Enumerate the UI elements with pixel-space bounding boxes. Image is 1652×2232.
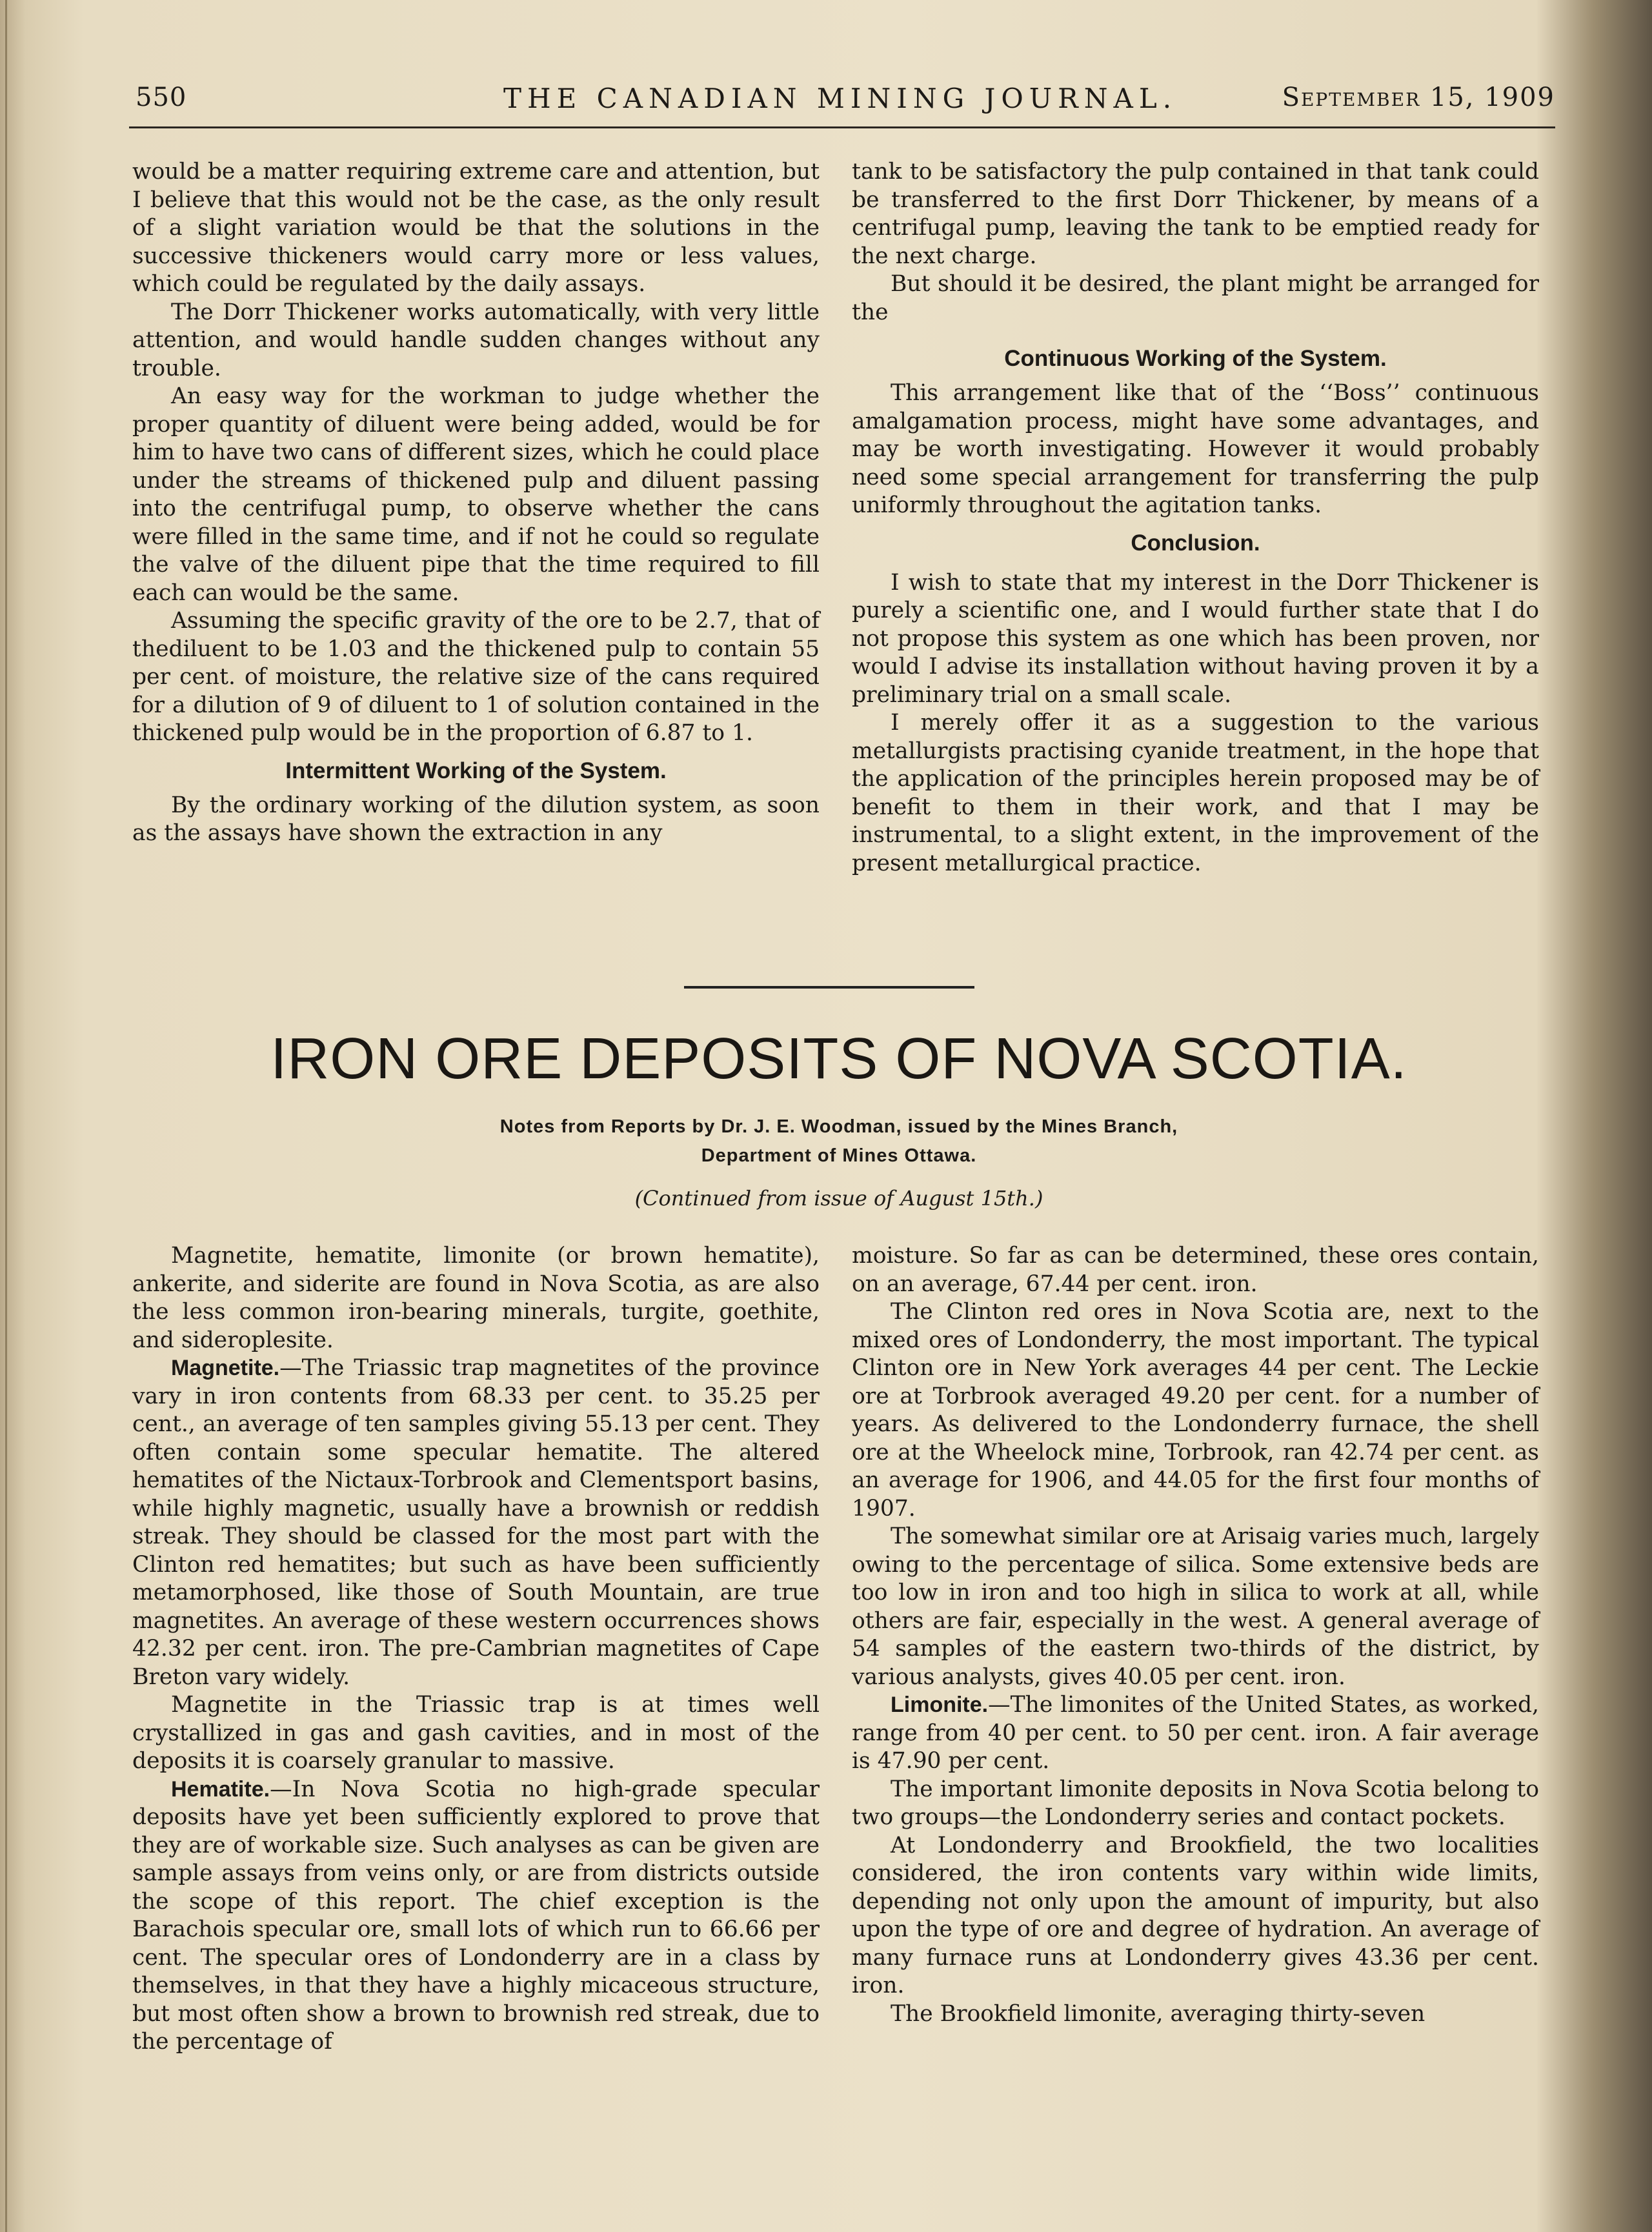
paragraph: The Clinton red ores in Nova Scotia are, next to the mixed ores of Londonderry, the most important. The typical Clinton ore in New York averages 44 per cent. The Leckie ore at Torbrook averaged 49.20 per cent. for a number of years. As delivered to the Londonderry furnace, the shell ore at the Wheelock mine, Torbrook, ran 42.74 per cent. as an average for 1906, and 44.05 for the first four months of 1907. <box>852 1299 1539 1522</box>
paragraph-text: —In Nova Scotia no high-grade specular deposits have yet been sufficiently explored to prove that they are of workable size. Such analyses as can be given are sample assays from veins only, or are from districts outside the scope of this report. The chief exception is the Barachois specular ore, small lots of which run to 66.66 per cent. The specular ores of Londonderry are in a class by themselves, in that they have a highly micaceous structure, but most often show a brown to brownish red streak, due to the percentage of <box>132 1776 820 2055</box>
paragraph-lead: Magnetite. <box>171 1356 280 1380</box>
paragraph: This arrangement like that of the ‘‘Boss’’ continuous amalgamation process, might have some advantages, and may be worth investigating. However it would probably need some special arrangement for transferring the pulp uniformly throughout the agitation tanks. <box>852 380 1539 518</box>
paragraph: At Londonderry and Brookfield, the two localities considered, the iron contents vary within wide limits, depending not only upon the amount of impurity, but also upon the type of ore and degree of hydration. An average of many furnace runs at Londonderry gives 43.36 per cent. iron. <box>852 1832 1539 1998</box>
paragraph-lead: Limonite. <box>891 1693 989 1717</box>
article-subtitle: Notes from Reports by Dr. J. E. Woodman, issued by the Mines Branch, <box>499 1116 1178 1137</box>
paragraph: moisture. So far as can be determined, these ores contain, on an average, 67.44 per cent. iron. <box>852 1243 1539 1297</box>
paragraph: I merely offer it as a suggestion to the various metallurgists practising cyanide treatment, in the hope that the application of the principles herein proposed may be of benefit to them in their work, and that I may be instrumental, to a slight extent, in the improvement of the present metallurgical practice. <box>852 710 1539 876</box>
paragraph: But should it be desired, the plant might be arranged for the <box>852 271 1539 325</box>
paragraph: The Brookfield limonite, averaging thirty-seven <box>891 2000 1425 2027</box>
paragraph: Magnetite, hematite, limonite (or brown hematite), ankerite, and siderite are found in Nova Scotia, as are also the less common iron-bearing minerals, turgite, goethite, and sideroplesite. <box>132 1243 820 1353</box>
paragraph: An easy way for the workman to judge whether the proper quantity of diluent were being added, would be for him to have two cans of different sizes, which he could place under the streams of thickened pulp and diluent passing into the centrifugal pump, to observe whether the cans were filled in the same time, and if not he could so regulate the valve of the diluent pipe that the time required to fill each can would be the same. <box>132 383 820 606</box>
paragraph: would be a matter requiring extreme care and attention, but I believe that this would not be the case, as the only result of a slight variation would be that the solutions in the successive thickeners would carry more or less values, which could be regulated by the daily assays. <box>132 159 820 297</box>
section-divider <box>684 986 974 989</box>
paragraph: tank to be satisfactory the pulp contained in that tank could be transferred to the first Dorr Thickener, by means of a centrifugal pump, leaving the tank to be emptied ready for the next charge. <box>852 159 1539 269</box>
article-title: IRON ORE DEPOSITS OF NOVA SCOTIA. <box>270 1027 1407 1091</box>
paragraph: Magnetite in the Triassic trap is at times well crystallized in gas and gash cavities, and in most of the deposits it is coarsely granular to massive. <box>132 1692 820 1774</box>
paragraph <box>132 1354 820 1691</box>
paragraph-lead: Hematite. <box>171 1776 270 1802</box>
article-left-column <box>132 1242 820 2056</box>
paragraph-text: —The limonites of the United States, as worked, range from 40 per cent. to 50 per cent. iron. A fair average is 47.90 per cent. <box>852 1692 1539 1774</box>
article-subtitle: Department of Mines Ottawa. <box>701 1145 977 1166</box>
paragraph <box>132 1776 820 2056</box>
journal-title: THE CANADIAN MINING JOURNAL. <box>503 83 1178 114</box>
paragraph: By the ordinary working of the dilution system, as soon as the assays have shown the extraction in any <box>132 792 820 846</box>
section-heading: Conclusion. <box>1131 530 1260 556</box>
section-heading: Continuous Working of the System. <box>1004 346 1387 371</box>
top-left-column <box>132 158 820 848</box>
header-rule <box>129 126 1555 128</box>
top-right-column <box>852 158 1539 878</box>
binding-edge <box>5 0 7 2232</box>
continued-note: (Continued from issue of August 15th.) <box>634 1186 1043 1211</box>
running-header <box>136 83 1555 128</box>
paragraph: The Dorr Thickener works automatically, with very little attention, and would handle sudden changes without any trouble. <box>132 299 820 381</box>
paragraph: I wish to state that my interest in the Dorr Thickener is purely a scientific one, and I would further state that I do not propose this system as one which has been proven, nor would I advise its installation without having proven it by a preliminary trial on a small scale. <box>852 569 1539 708</box>
article-right-column <box>852 1242 1539 2028</box>
paragraph-text: —The Triassic trap magnetites of the province vary in iron contents from 68.33 per cent. to 35.25 per cent., an average of ten samples giving 55.13 per cent. They often contain some specular hematite. The altered hematites of the Nictaux-Torbrook and Clementsport basins, while highly magnetic, usually have a brownish or reddish streak. They should be classed for the most part with the Clinton red hematites; but such as have been sufficiently metamorphosed, like those of South Mountain, are true magnetites. An average of these western occurrences shows 42.32 per cent. iron. The pre-Cambrian magnetites of Cape Breton vary widely. <box>132 1355 820 1690</box>
paragraph <box>852 1691 1539 1776</box>
page-number: 550 <box>136 83 187 112</box>
section-heading: Intermittent Working of the System. <box>285 758 667 783</box>
paragraph: The important limonite deposits in Nova Scotia belong to two groups—the Londonderry series and contact pockets. <box>852 1776 1539 1830</box>
paragraph: The somewhat similar ore at Arisaig varies much, largely owing to the percentage of silica. Some extensive beds are too low in iron and too high in silica to work at all, while others are fair, especially in the west. A general average of 54 samples of the eastern two-thirds of the district, by various analysts, gives 40.05 per cent. iron. <box>852 1523 1539 1690</box>
issue-date: September 15, 1909 <box>1282 83 1555 112</box>
paragraph: Assuming the specific gravity of the ore to be 2.7, that of thediluent to be 1.03 and the thickened pulp to contain 55 per cent. of moisture, the relative size of the cans required for a dilution of 9 of diluent to 1 of solution contained in the thickened pulp would be in the proportion of 6.87 to 1. <box>132 608 820 746</box>
